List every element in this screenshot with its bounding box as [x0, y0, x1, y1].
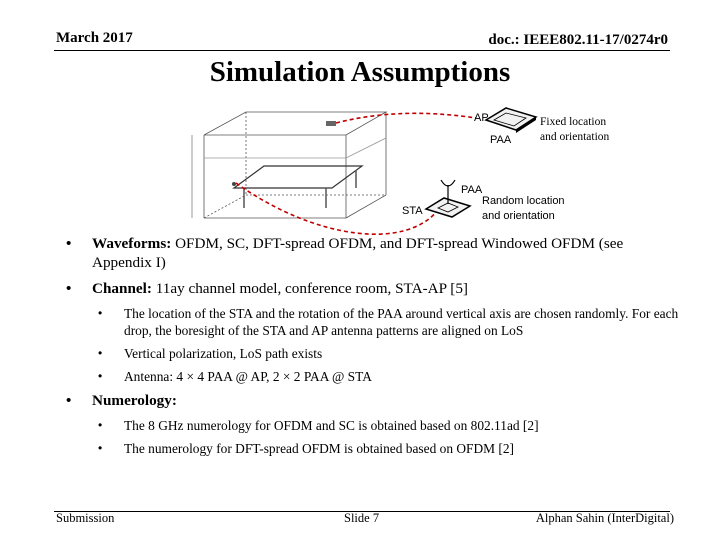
ap-paa-label: PAA: [490, 134, 512, 146]
numerology-sub2-text: The numerology for DFT-spread OFDM is obtained based on OFDM [2]: [124, 441, 515, 456]
waveforms-text: OFDM, SC, DFT-spread OFDM, and DFT-spread Windowed OFDM (see Appendix I): [92, 235, 624, 271]
header-divider: [54, 50, 670, 51]
sub-bullet-numerology-dft: [66, 440, 686, 457]
ap-pointer-arrow: [336, 113, 476, 123]
bullet-waveforms: [66, 234, 686, 272]
ap-label: AP: [474, 112, 489, 124]
room-box: [204, 112, 386, 218]
sta-label: STA: [402, 205, 423, 217]
channel-sub2-text: Vertical polarization, LoS path exists: [124, 346, 323, 361]
sub-bullet-numerology-ofdm: [66, 417, 686, 434]
sta-note-line1: Random location: [482, 195, 565, 207]
footer-slide-number: Slide 7: [344, 511, 380, 525]
sub-bullet-dot-icon: •: [98, 418, 103, 432]
channel-sub3-text: Antenna: 4 × 4 PAA @ AP, 2 × 2 PAA @ STA: [124, 369, 372, 384]
ap-paa-panel: [486, 108, 536, 133]
sub-bullet-channel-location: [66, 305, 686, 339]
sub-bullet-dot-icon: •: [98, 441, 103, 455]
header-date: March 2017: [56, 30, 133, 46]
sub-bullet-dot-icon: •: [98, 306, 103, 320]
ap-note-line2: and orientation: [540, 131, 610, 143]
sta-paa-label: PAA: [461, 184, 483, 196]
slide-title: Simulation Assumptions: [209, 56, 511, 88]
sub-bullet-channel-polarization: [66, 345, 686, 362]
sub-bullet-channel-antenna: [66, 368, 686, 385]
footer-submission: Submission: [56, 511, 115, 525]
channel-text: 11ay channel model, conference room, STA-AP [5]: [151, 280, 468, 297]
ap-note-line1: Fixed location: [540, 116, 607, 128]
channel-label: Channel:: [92, 280, 152, 297]
header-doc-id: doc.: IEEE802.11-17/0274r0: [488, 32, 668, 48]
bullet-numerology: [66, 391, 686, 410]
sub-bullet-dot-icon: •: [98, 346, 103, 360]
conference-room-figure: [186, 100, 626, 235]
waveforms-label: Waveforms:: [92, 235, 172, 252]
bullet-dot-icon: •: [66, 235, 72, 252]
bullet-dot-icon: •: [66, 392, 72, 409]
bullet-dot-icon: •: [66, 280, 72, 297]
bullet-channel: [66, 279, 686, 298]
sub-bullet-dot-icon: •: [98, 369, 103, 383]
footer-author: Alphan Sahin (InterDigital): [535, 511, 674, 525]
conference-table: [192, 121, 362, 218]
numerology-sub1-text: The 8 GHz numerology for OFDM and SC is obtained based on 802.11ad [2]: [124, 418, 539, 433]
numerology-label: Numerology:: [92, 392, 177, 409]
sta-note-line2: and orientation: [482, 210, 555, 222]
bullet-list: [66, 234, 686, 463]
channel-sub1-text: The location of the STA and the rotation of the PAA around vertical axis are chosen randomly. For each drop, the boresight of the STA and AP antenna patterns are aligned on LoS: [124, 306, 679, 338]
